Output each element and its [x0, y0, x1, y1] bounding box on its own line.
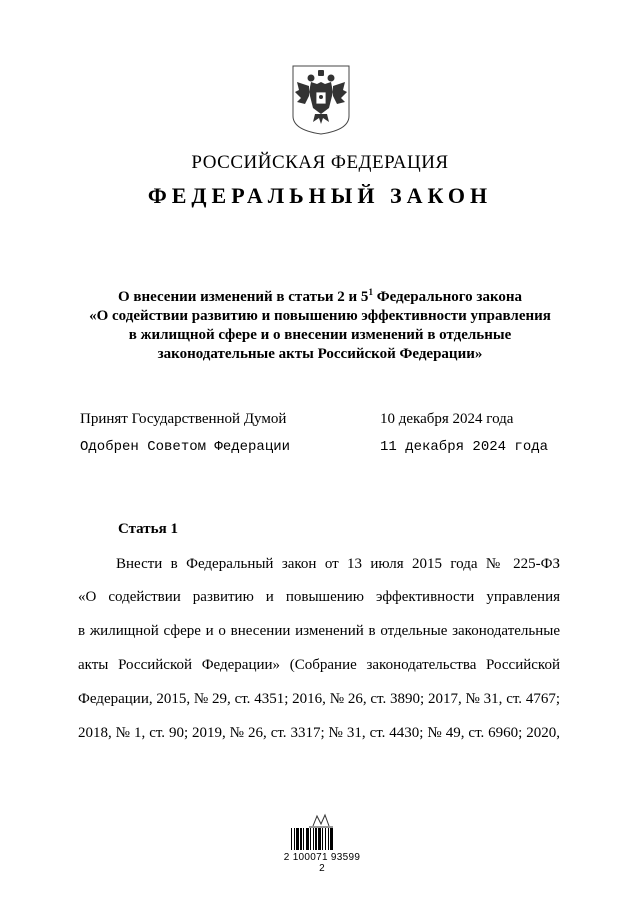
law-title-line-1: О внесении изменений в статьи 2 и $5^1$ Федерального закона	[117, 287, 523, 305]
article-text-line: Федерации, 2015, № 29, ст. 4351; 2016, № 26, ст. 3890; 2017, № 31, ст. 4767;	[78, 691, 560, 707]
law-title-line-3: в жилищной сфере и о внесении изменений в отдельные	[128, 327, 512, 343]
article-text-line: «О содействии развитию и повышению эффективности управления	[78, 589, 560, 605]
article-text-line: акты Российской Федерации» (Собрание законодательства Российской	[78, 657, 560, 673]
article-heading: Статья 1	[118, 521, 178, 537]
article-text-line: 2018, № 1, ст. 90; 2019, № 26, ст. 3317; № 31, ст. 4430; № 49, ст. 6960; 2020,	[78, 725, 560, 741]
law-title-line-4: законодательные акты Российской Федерации»	[157, 346, 483, 362]
document-type: ФЕДЕРАЛЬНЫЙ ЗАКОН	[147, 183, 493, 208]
barcode	[290, 828, 352, 850]
country-name: РОССИЙСКАЯ ФЕДЕРАЦИЯ	[191, 152, 449, 173]
law-title	[60, 288, 580, 364]
approved-by-council-label: Одобрен Советом Федерации	[80, 439, 291, 455]
approved-date: 11 декабря 2024 года	[380, 439, 549, 455]
law-title-line-2: «О содействии развитию и повышению эффективности управления	[89, 308, 551, 324]
barcode-number: 2 100071 93599 2	[283, 852, 361, 874]
adopted-date: 10 декабря 2024 года	[380, 411, 514, 427]
adopted-by-duma-label: Принят Государственной Думой	[80, 411, 287, 427]
article-text-line: в жилищной сфере и о внесении изменений в отдельные законодательные	[78, 623, 560, 639]
article-text-line: Внести в Федеральный закон от 13 июля 2015 года № 225-ФЗ	[116, 556, 560, 572]
coat-of-arms-icon	[289, 64, 353, 136]
